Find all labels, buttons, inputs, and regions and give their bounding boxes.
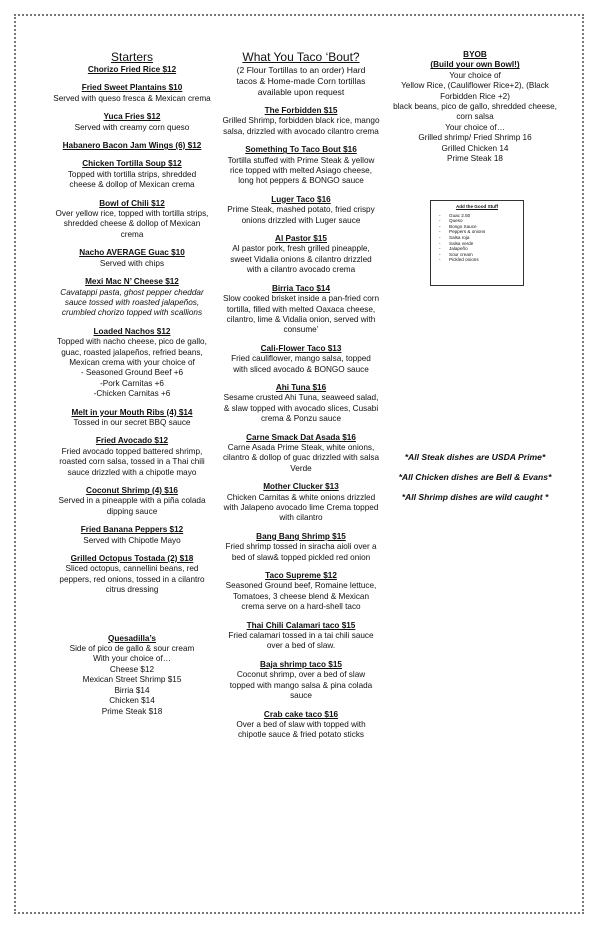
- intro-line: available upon request: [257, 87, 345, 97]
- item-name: Cali-Flower Taco $13: [260, 343, 342, 353]
- byob-line: Prime Steak 18: [447, 154, 503, 164]
- add-good-stuff-box: [430, 200, 524, 286]
- menu-item: [48, 277, 216, 319]
- item-name: Fried Sweet Plantains $10: [81, 83, 183, 93]
- item-name: Coconut Shrimp (4) $16: [86, 486, 178, 495]
- item-name: Habanero Bacon Jam Wings (6) $12: [62, 141, 202, 151]
- menu-item: [222, 383, 380, 425]
- desc-line: Topped with tortilla strips, shredded: [67, 169, 197, 179]
- desc-line: onions drizzled with Luger sauce: [241, 215, 361, 225]
- note-chicken: *All Chicken dishes are Bell & Evans*: [398, 472, 552, 482]
- intro-line: tacos & Home-made Corn tortillas: [236, 76, 366, 86]
- desc-line: consume’: [283, 325, 319, 335]
- desc-line: Mexican Street Shrimp $15: [82, 675, 182, 685]
- menu-item: [222, 710, 380, 741]
- item-name: Mexi Mac N’ Cheese $12: [85, 277, 179, 287]
- desc-line: Fried avocado topped battered shrimp,: [61, 446, 203, 456]
- menu-item: [48, 327, 216, 400]
- menu-item: [222, 621, 380, 652]
- byob-description: [392, 71, 558, 165]
- byob-subtitle: (Build your own Bowl!): [430, 60, 520, 70]
- good-stuff-item: - Jalapeño: [449, 246, 523, 252]
- item-name: Carne Smack Dat Asada $16: [246, 432, 356, 442]
- item-name: Birria Taco $14: [271, 283, 331, 293]
- sourcing-notes: [392, 452, 558, 512]
- item-name: The Forbidden $15: [264, 106, 338, 115]
- desc-line: with Jalapeno avocado lime Crema topped: [223, 503, 379, 512]
- desc-line: Cheese $12: [109, 664, 155, 674]
- desc-line: crema: [120, 229, 144, 239]
- desc-line: topped with mango salsa & pina colada: [229, 680, 373, 690]
- good-stuff-item: - Pickled onions: [449, 257, 523, 263]
- menu-item: [222, 284, 380, 336]
- item-name: Melt in your Mouth Ribs (4) $14: [71, 407, 193, 417]
- item-name: Fried Banana Peppers $12: [80, 525, 184, 535]
- desc-line: Grilled Shrimp, forbidden black rice, mango: [222, 116, 380, 126]
- desc-line: bed of slaw& topped pickled red onion: [231, 552, 371, 562]
- desc-line: Fried shrimp tossed in siracha aioli over a: [225, 542, 377, 552]
- tacos-intro: [222, 65, 380, 98]
- good-stuff-item: - Queso: [449, 218, 523, 224]
- desc-line: Served with queso fresca & Mexican crema: [53, 93, 211, 103]
- desc-line: Over a bed of slaw with topped with: [236, 719, 366, 729]
- desc-line: Carne Asada Prime Steak, white onions,: [227, 442, 375, 452]
- desc-line: - Seasoned Ground Beef +6: [80, 368, 184, 378]
- menu-item: [48, 159, 216, 190]
- note-steak: *All Steak dishes are USDA Prime*: [404, 452, 546, 462]
- good-stuff-item: - Bongo Sauce: [449, 224, 523, 230]
- item-name: Mother Clucker $13: [263, 482, 339, 492]
- item-name: Bang Bang Shrimp $15: [256, 531, 346, 541]
- menu-item: [222, 106, 380, 137]
- desc-line: Birria $14: [114, 685, 150, 695]
- menu-item: [48, 199, 216, 241]
- tacos-column: [222, 50, 380, 749]
- byob-line: Grilled Chicken 14: [441, 143, 509, 153]
- menu-item: [48, 248, 216, 269]
- good-stuff-item: - Guac 2.50: [449, 213, 523, 219]
- menu-item: [48, 408, 216, 429]
- starters-column: [48, 50, 216, 725]
- desc-line: Prime Steak, mashed potato, fried crispy: [227, 205, 375, 215]
- desc-line: Sliced octopus, cannellini beans, red: [65, 564, 199, 574]
- menu-item: [48, 112, 216, 133]
- item-name: Chicken Tortilla Soup $12: [82, 159, 182, 169]
- desc-line: Tossed in our secret BBQ sauce: [73, 417, 191, 427]
- menu-item: [222, 532, 380, 563]
- good-stuff-list: [431, 213, 523, 263]
- desc-line: citrus dressing: [105, 585, 159, 595]
- desc-line: -Chicken Carnitas +6: [93, 389, 171, 399]
- desc-line: Fried cauliflower, mango salsa, topped: [231, 354, 371, 364]
- byob-title: BYOB: [463, 50, 487, 59]
- desc-line: Over yellow rice, topped with tortilla strips,: [55, 209, 209, 219]
- menu-item: [48, 525, 216, 546]
- menu-item: [48, 554, 216, 596]
- desc-line: tortilla, filled with melted Oaxaca cheese,: [226, 304, 376, 314]
- desc-line: sweet Vidalia onions & cilantro drizzled: [230, 254, 372, 264]
- item-name: Grilled Octopus Tostada (2) $18: [70, 554, 194, 564]
- desc-line: Cavatappi pasta, ghost pepper cheddar: [60, 287, 204, 297]
- desc-line: cheese & dollop of Mexican crema: [69, 180, 195, 190]
- item-name: Something To Taco Bout $16: [245, 145, 357, 155]
- quesadilla-item: [48, 634, 216, 717]
- desc-line: Al pastor pork, fresh grilled pineapple,: [232, 244, 370, 254]
- desc-line: Verde: [290, 463, 312, 473]
- desc-line: sauce tossed with roasted jalapeños,: [64, 297, 200, 307]
- desc-line: Chicken $14: [109, 696, 155, 706]
- menu-item: [48, 83, 216, 104]
- item-name: Crab cake taco $16: [263, 709, 339, 719]
- item-name: Baja shrimp taco $15: [260, 659, 342, 669]
- item-name: Bowl of Chili $12: [99, 198, 165, 208]
- byob-column: [392, 50, 558, 164]
- good-stuff-item: - Salsa verde: [449, 241, 523, 247]
- byob-line: Forbidden Rice +2): [440, 91, 510, 101]
- menu-item: [222, 660, 380, 702]
- item-name: Ahi Tuna $16: [275, 382, 327, 392]
- item-desc: [48, 644, 216, 717]
- item-name: Taco Supreme $12: [265, 571, 337, 581]
- desc-line: peppers, red onions, tossed in a cilantro: [59, 574, 205, 584]
- byob-line: corn salsa: [456, 112, 494, 122]
- byob-line: black beans, pico de gallo, shredded cheese,: [393, 102, 557, 112]
- menu-item: [222, 195, 380, 226]
- menu-item: [222, 571, 380, 613]
- item-name: Yuca Fries $12: [103, 112, 161, 122]
- desc-line: dipping sauce: [106, 506, 158, 516]
- menu-item: [222, 482, 380, 524]
- desc-line: with a cilantro avocado crema: [246, 265, 356, 275]
- intro-line: (2 Flour Tortillas to an order) Hard: [236, 65, 366, 75]
- byob-line: Grilled shrimp/ Fried Shrimp 16: [418, 133, 532, 143]
- tacos-title: What You Taco ‘Bout?: [242, 50, 360, 64]
- item-name: Thai Chili Calamari taco $15: [246, 620, 356, 630]
- desc-line: shredded cheese & dollop of Mexican: [63, 219, 201, 229]
- byob-line: Your choice of…: [445, 122, 505, 132]
- menu-item: [222, 433, 380, 475]
- desc-line: Chicken Carnitas & white onions drizzled: [226, 492, 376, 502]
- desc-line: Tortilla stuffed with Prime Steak & yellow: [227, 155, 375, 165]
- starters-title: Starters: [110, 50, 153, 64]
- item-name: Quesadilla’s: [108, 633, 156, 643]
- desc-line: sauce drizzled with a chipotle mayo: [67, 467, 197, 477]
- desc-line: Coconut shrimp, over a bed of slaw: [236, 670, 366, 680]
- desc-line: over a bed of slaw.: [266, 641, 336, 651]
- good-stuff-item: - Sour cream: [449, 252, 523, 258]
- desc-line: With your choice of…: [93, 654, 171, 664]
- desc-line: Seasoned Ground beef, Romaine lettuce,: [225, 581, 377, 591]
- desc-line: roasted corn salsa, tossed in a Thai chili: [59, 457, 205, 467]
- desc-line: Prime Steak $18: [101, 706, 163, 716]
- menu-item: [48, 486, 216, 517]
- desc-line: with sliced avocado & BONGO sauce: [233, 364, 369, 374]
- desc-line: Served with chips: [99, 258, 165, 268]
- desc-line: Slow cooked brisket inside a pan-fried corn: [222, 294, 380, 304]
- note-shrimp: *All Shrimp dishes are wild caught *: [401, 492, 549, 502]
- desc-line: crumbled chorizo topped with scallions: [61, 308, 203, 318]
- desc-line: with cilantro: [279, 513, 323, 523]
- tacos-list: [222, 106, 380, 741]
- menu-item: [48, 141, 216, 151]
- desc-line: chipotle sauce & fried potato sticks: [237, 730, 365, 740]
- good-stuff-title: Add the Good Stuff: [455, 204, 499, 209]
- desc-line: -Pork Carnitas +6: [100, 378, 164, 388]
- desc-line: Side of pico de gallo & sour cream: [69, 644, 195, 654]
- item-name: Loaded Nachos $12: [93, 326, 171, 336]
- byob-line: Yellow Rice, (Cauliflower Rice+2), (Black: [401, 81, 549, 91]
- desc-line: Tomatoes, 3 cheese blend & Mexican: [232, 591, 370, 601]
- good-stuff-item: - Peppers & onions: [449, 229, 523, 235]
- menu-item: [222, 344, 380, 375]
- desc-line: Served with Chipotle Mayo: [83, 535, 181, 545]
- desc-line: Served in a pineapple with a piña colada: [58, 496, 206, 506]
- item-name: Al Pastor $15: [275, 234, 327, 244]
- starters-list: [48, 65, 216, 596]
- menu-item: [48, 65, 216, 75]
- desc-line: guac, roasted jalapeños, refried beans,: [61, 347, 203, 357]
- item-name: Luger Taco $16: [271, 194, 331, 204]
- desc-line: salsa, drizzled with avocado cilantro crema: [223, 126, 379, 136]
- item-name: Nacho AVERAGE Guac $10: [79, 248, 185, 258]
- desc-line: Mexican crema with your choice of: [69, 357, 195, 367]
- desc-line: cilantro & dollop of guac drizzled with salsa: [222, 453, 380, 463]
- desc-line: Fried calamari tossed in a tai chili sauce: [228, 631, 374, 641]
- desc-line: Topped with nacho cheese, pico de gallo,: [57, 337, 207, 347]
- byob-line: Your choice of: [449, 70, 501, 80]
- desc-line: cilantro, lime & Vidalia onion, served with: [226, 314, 376, 324]
- desc-line: sauce: [290, 691, 312, 701]
- item-name: Chorizo Fried Rice $12: [87, 65, 177, 74]
- desc-line: Sesame crusted Ahi Tuna, seaweed salad,: [223, 393, 379, 403]
- desc-line: crema serve on a hard-shell taco: [241, 602, 361, 612]
- menu-item: [222, 234, 380, 276]
- desc-line: Served with creamy corn queso: [74, 122, 190, 132]
- menu-item: [48, 436, 216, 478]
- desc-line: long hot peppers & BONGO sauce: [238, 176, 364, 186]
- desc-line: & slaw topped with avocado slices, Cusabi: [223, 403, 379, 413]
- menu-item: [222, 145, 380, 187]
- desc-line: rice topped with melted Asiago cheese,: [229, 166, 372, 176]
- desc-line: crema & Ponzu sauce: [260, 414, 342, 424]
- item-name: Fried Avocado $12: [95, 436, 169, 446]
- good-stuff-item: - Salsa roja: [449, 235, 523, 241]
